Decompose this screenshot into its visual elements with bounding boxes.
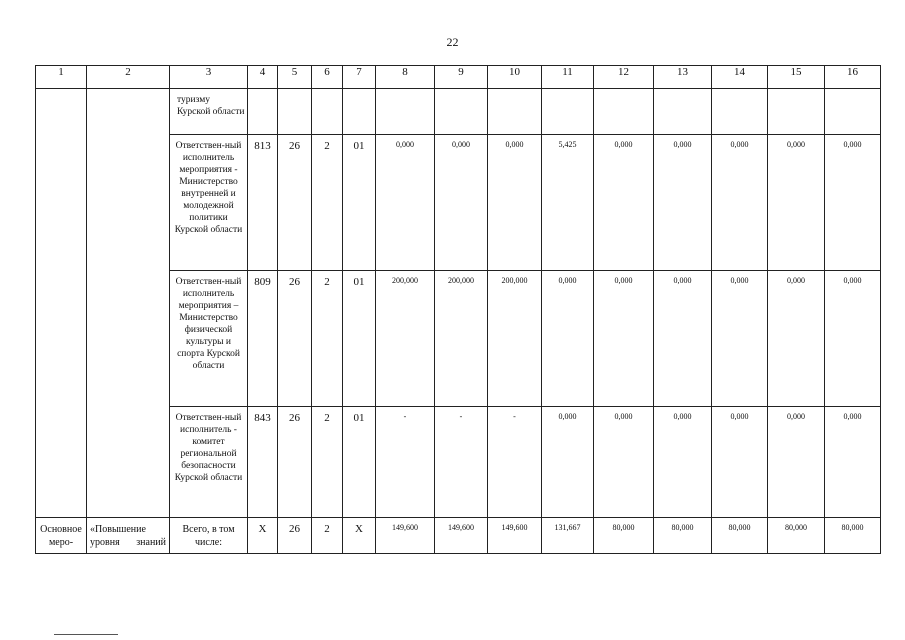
total-label: Всего, в том числе:: [170, 518, 248, 554]
code-cell: 26: [278, 518, 312, 554]
header-cell: 13: [654, 66, 712, 89]
value-cell: -: [488, 407, 542, 518]
budget-table: [35, 65, 881, 554]
header-cell: 10: [488, 66, 542, 89]
value-cell: 0,000: [712, 271, 768, 407]
value-cell: 149,600: [488, 518, 542, 554]
merged-cell-col2: [87, 89, 170, 518]
executor-cell: Ответствен-ный исполнитель мероприятия – Министерство физической культуры и спорта Курской области: [170, 271, 248, 407]
table-row: [36, 89, 881, 135]
code-cell: [343, 89, 376, 135]
measure-name-line: «Повышение: [90, 524, 146, 535]
value-cell: 5,425: [542, 135, 594, 271]
value-cell: 0,000: [768, 271, 825, 407]
code-cell: 2: [312, 407, 343, 518]
header-cell: 11: [542, 66, 594, 89]
code-cell: 26: [278, 271, 312, 407]
header-cell: 6: [312, 66, 343, 89]
value-cell: 0,000: [542, 271, 594, 407]
value-cell: [825, 89, 881, 135]
code-cell: 2: [312, 135, 343, 271]
code-cell: 01: [343, 271, 376, 407]
header-cell: 14: [712, 66, 768, 89]
value-cell: 131,667: [542, 518, 594, 554]
value-cell: 0,000: [825, 135, 881, 271]
value-cell: 0,000: [768, 407, 825, 518]
code-cell: Х: [248, 518, 278, 554]
value-cell: 0,000: [825, 271, 881, 407]
executor-cell: Ответствен-ный исполнитель - комитет региональной безопасности Курской области: [170, 407, 248, 518]
header-cell: 5: [278, 66, 312, 89]
value-cell: 0,000: [542, 407, 594, 518]
value-cell: 149,600: [435, 518, 488, 554]
code-cell: 809: [248, 271, 278, 407]
code-cell: 813: [248, 135, 278, 271]
value-cell: 149,600: [376, 518, 435, 554]
value-cell: 0,000: [712, 407, 768, 518]
code-cell: 26: [278, 135, 312, 271]
value-cell: 0,000: [594, 135, 654, 271]
value-cell: [542, 89, 594, 135]
value-cell: -: [376, 407, 435, 518]
value-cell: 80,000: [594, 518, 654, 554]
value-cell: [488, 89, 542, 135]
value-cell: 0,000: [768, 135, 825, 271]
value-cell: 0,000: [654, 135, 712, 271]
header-cell: 9: [435, 66, 488, 89]
measure-name-line: уровня знаний: [90, 537, 166, 548]
value-cell: 200,000: [435, 271, 488, 407]
header-cell: 4: [248, 66, 278, 89]
value-cell: [594, 89, 654, 135]
footnote-divider: [54, 634, 118, 635]
value-cell: 0,000: [654, 271, 712, 407]
header-cell: 2: [87, 66, 170, 89]
value-cell: [768, 89, 825, 135]
value-cell: [712, 89, 768, 135]
value-cell: [376, 89, 435, 135]
header-cell: 15: [768, 66, 825, 89]
header-cell: 12: [594, 66, 654, 89]
code-cell: 843: [248, 407, 278, 518]
value-cell: 80,000: [768, 518, 825, 554]
value-cell: 200,000: [376, 271, 435, 407]
code-cell: [248, 89, 278, 135]
value-cell: 200,000: [488, 271, 542, 407]
value-cell: 80,000: [654, 518, 712, 554]
value-cell: 0,000: [712, 135, 768, 271]
value-cell: 0,000: [654, 407, 712, 518]
main-measure-label: Основное меро-: [36, 518, 87, 554]
value-cell: 0,000: [376, 135, 435, 271]
executor-cell: Ответствен-ный исполнитель мероприятия - Министерство внутренней и молодежной политики Курской области: [170, 135, 248, 271]
merged-cell-col1: [36, 89, 87, 518]
page-number: 22: [446, 35, 459, 49]
value-cell: 0,000: [594, 271, 654, 407]
header-cell: 16: [825, 66, 881, 89]
header-cell: 8: [376, 66, 435, 89]
header-cell: 7: [343, 66, 376, 89]
executor-cell: туризму Курской области: [170, 89, 248, 135]
value-cell: 0,000: [488, 135, 542, 271]
value-cell: 0,000: [825, 407, 881, 518]
value-cell: [654, 89, 712, 135]
code-cell: Х: [343, 518, 376, 554]
code-cell: [278, 89, 312, 135]
header-cell: 3: [170, 66, 248, 89]
value-cell: -: [435, 407, 488, 518]
code-cell: 01: [343, 407, 376, 518]
measure-name: [87, 518, 170, 554]
header-cell: 1: [36, 66, 87, 89]
value-cell: 0,000: [435, 135, 488, 271]
code-cell: 2: [312, 271, 343, 407]
value-cell: 0,000: [594, 407, 654, 518]
code-cell: 2: [312, 518, 343, 554]
header-row: [36, 66, 881, 89]
total-row: [36, 518, 881, 554]
code-cell: [312, 89, 343, 135]
value-cell: 80,000: [825, 518, 881, 554]
code-cell: 26: [278, 407, 312, 518]
value-cell: [435, 89, 488, 135]
value-cell: 80,000: [712, 518, 768, 554]
code-cell: 01: [343, 135, 376, 271]
